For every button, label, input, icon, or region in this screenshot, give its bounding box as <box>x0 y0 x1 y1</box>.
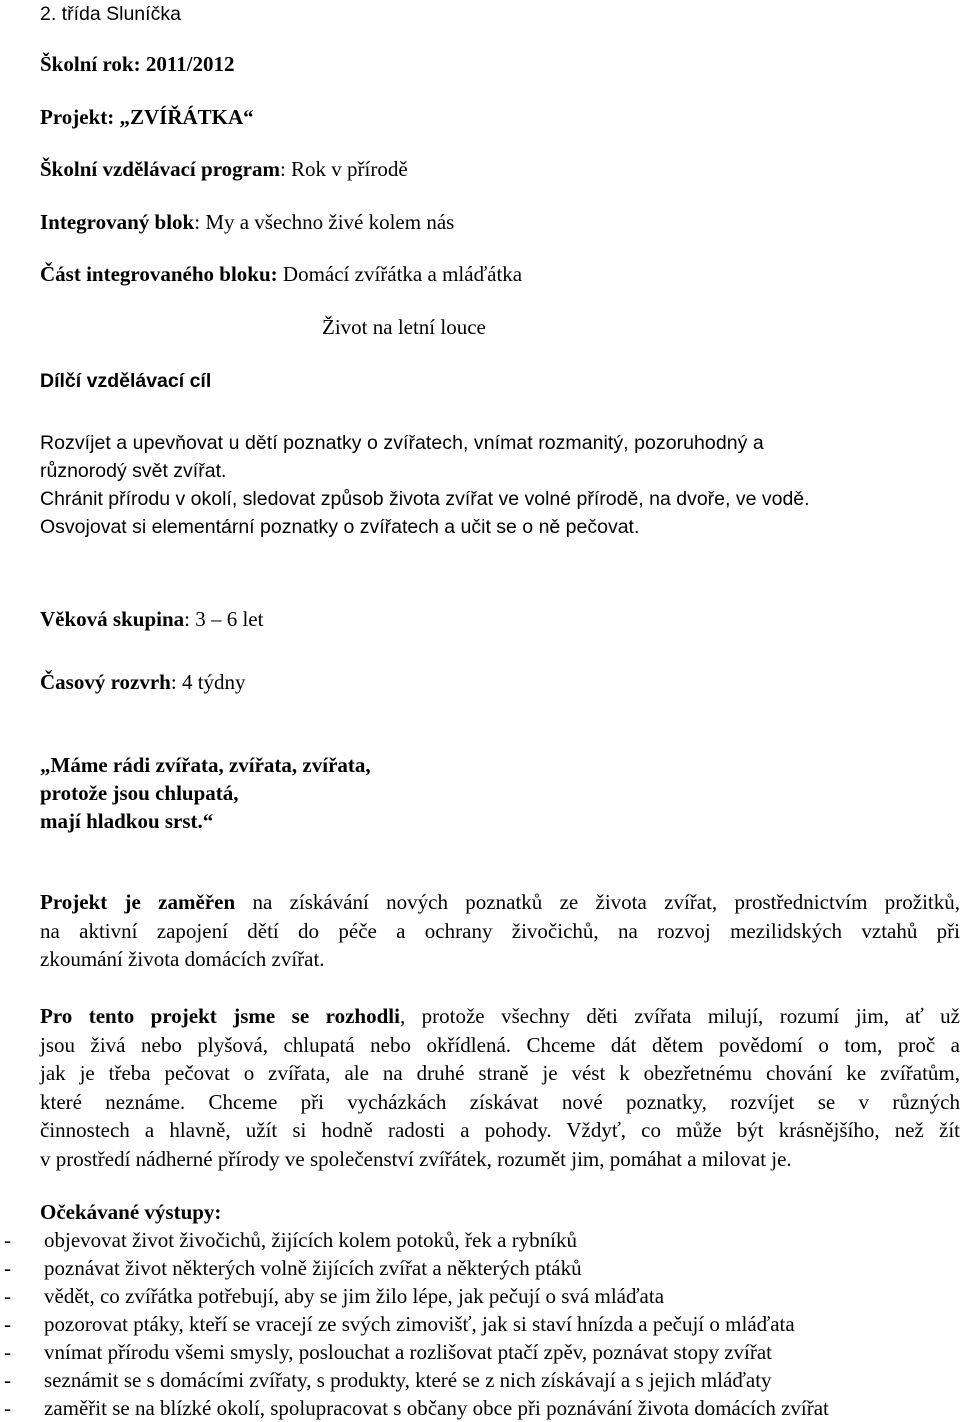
project-label: Projekt: <box>40 105 115 129</box>
list-item-text: vědět, co zvířátka potřebují, aby se jim žilo lépe, jak pečují o svá mláďata <box>44 1284 665 1308</box>
part-label: Část integrovaného bloku: <box>40 262 278 286</box>
focus-line: na aktivní zapojení dětí do péče a ochrany živočichů, na rozvoj mezilidských vztahů při <box>40 918 960 943</box>
goal-heading: Dílčí vzdělávací cíl <box>40 370 212 392</box>
list-item-text: pozorovat ptáky, kteří se vracejí ze svých zimovišť, jak si staví hnízda a pečují o mláďata <box>44 1312 795 1336</box>
reason-line: které neznáme. Chceme při vycházkách získávat nové poznatky, rozvíjet se v různých <box>40 1089 960 1114</box>
list-item-text: seznámit se s domácími zvířaty, s produkty, které se z nich získávají a s jejich mláďaty <box>44 1368 772 1392</box>
focus-line <box>40 888 960 917</box>
list-item-text: vnímat přírodu všemi smysly, poslouchat a rozlišovat ptačí zpěv, poznávat stopy zvířat <box>44 1340 773 1364</box>
goal-line: Chránit přírodu v okolí, sledovat způsob života zvířat ve volné přírodě, na dvoře, ve vodě. <box>40 488 810 510</box>
focus-line: zkoumání života domácích zvířat. <box>40 947 325 971</box>
list-bullet: - <box>4 1256 11 1280</box>
reason-line: jsou živá nebo plyšová, chlupatá nebo okřídlená. Chceme dát dětem povědomí o tom, proč a <box>40 1032 960 1057</box>
schedule <box>40 668 246 696</box>
schedule-value: : 4 týdny <box>170 670 246 694</box>
block-value: : My a všechno živé kolem nás <box>194 210 455 234</box>
integrated-block <box>40 208 454 236</box>
school-program <box>40 155 408 183</box>
focus-line1-rest: na získávání nových poznatků ze života zvířat, prostřednictvím prožitků, <box>235 890 960 914</box>
program-label: Školní vzdělávací program <box>40 157 280 181</box>
reason-lead: Pro tento projekt jsme se rozhodli <box>40 1004 400 1028</box>
list-bullet: - <box>4 1312 11 1336</box>
age-value: : 3 – 6 let <box>184 607 264 631</box>
reason-line: jak je třeba pečovat o zvířata, ale na druhé straně je vést k obezřetnému chování ke zvířatům, <box>40 1061 960 1085</box>
list-item-text: objevovat život živočichů, žijících kolem potoků, řek a rybníků <box>44 1228 578 1252</box>
class-name: 2. třída Sluníčka <box>40 3 181 25</box>
goal-line: Rozvíjet a upevňovat u dětí poznatky o zvířatech, vnímat rozmanitý, pozoruhodný a <box>40 432 764 454</box>
goal-line: různorodý svět zvířat. <box>40 460 227 482</box>
poem-line: protože jsou chlupatá, <box>40 781 239 805</box>
list-bullet: - <box>4 1228 11 1252</box>
part-value: Domácí zvířátka a mláďátka <box>277 262 523 286</box>
list-bullet: - <box>4 1396 11 1420</box>
focus-paragraph <box>40 888 960 974</box>
reason-line1-rest: , protože všechny děti zvířata milují, rozumí jim, ať už <box>399 1004 960 1028</box>
subtopic: Život na letní louce <box>322 315 486 339</box>
reason-line: činnostech a hlavně, užít si hodně radosti a pohody. Vždyť, co může být krásnějšího, než žít <box>40 1118 960 1142</box>
project-value: „ZVÍŘÁTKA“ <box>119 105 254 129</box>
poem-line: mají hladkou srst.“ <box>40 809 214 833</box>
list-item-text: zaměřit se na blízké okolí, spolupracovat s občany obce při poznávání života domácích zvířat <box>44 1396 829 1420</box>
outputs-heading: Očekávané výstupy: <box>40 1200 222 1224</box>
list-item-text: poznávat život některých volně žijících zvířat a některých ptáků <box>44 1256 582 1280</box>
school-year <box>40 50 235 78</box>
program-value: : Rok v přírodě <box>279 157 408 181</box>
focus-lead: Projekt je zaměřen <box>40 890 236 914</box>
schedule-label: Časový rozvrh <box>40 670 171 694</box>
reason-line: v prostředí nádherné přírody ve společenství zvířátek, rozumět jim, pomáhat a milovat je. <box>40 1146 792 1171</box>
poem-line: „Máme rádi zvířata, zvířata, zvířata, <box>40 753 371 777</box>
list-bullet: - <box>4 1284 11 1308</box>
list-bullet: - <box>4 1340 11 1364</box>
list-bullet: - <box>4 1368 11 1392</box>
goal-line: Osvojovat si elementární poznatky o zvířatech a učit se o ně pečovat. <box>40 516 640 538</box>
reason-line <box>40 1002 960 1031</box>
age-group <box>40 605 263 633</box>
block-label: Integrovaný blok <box>40 210 195 234</box>
block-part <box>40 260 522 288</box>
age-label: Věková skupina <box>40 607 185 631</box>
school-year-label: Školní rok: <box>40 52 141 76</box>
project-title <box>40 103 254 131</box>
school-year-value: 2011/2012 <box>145 52 235 76</box>
reason-paragraph <box>40 1002 960 1173</box>
